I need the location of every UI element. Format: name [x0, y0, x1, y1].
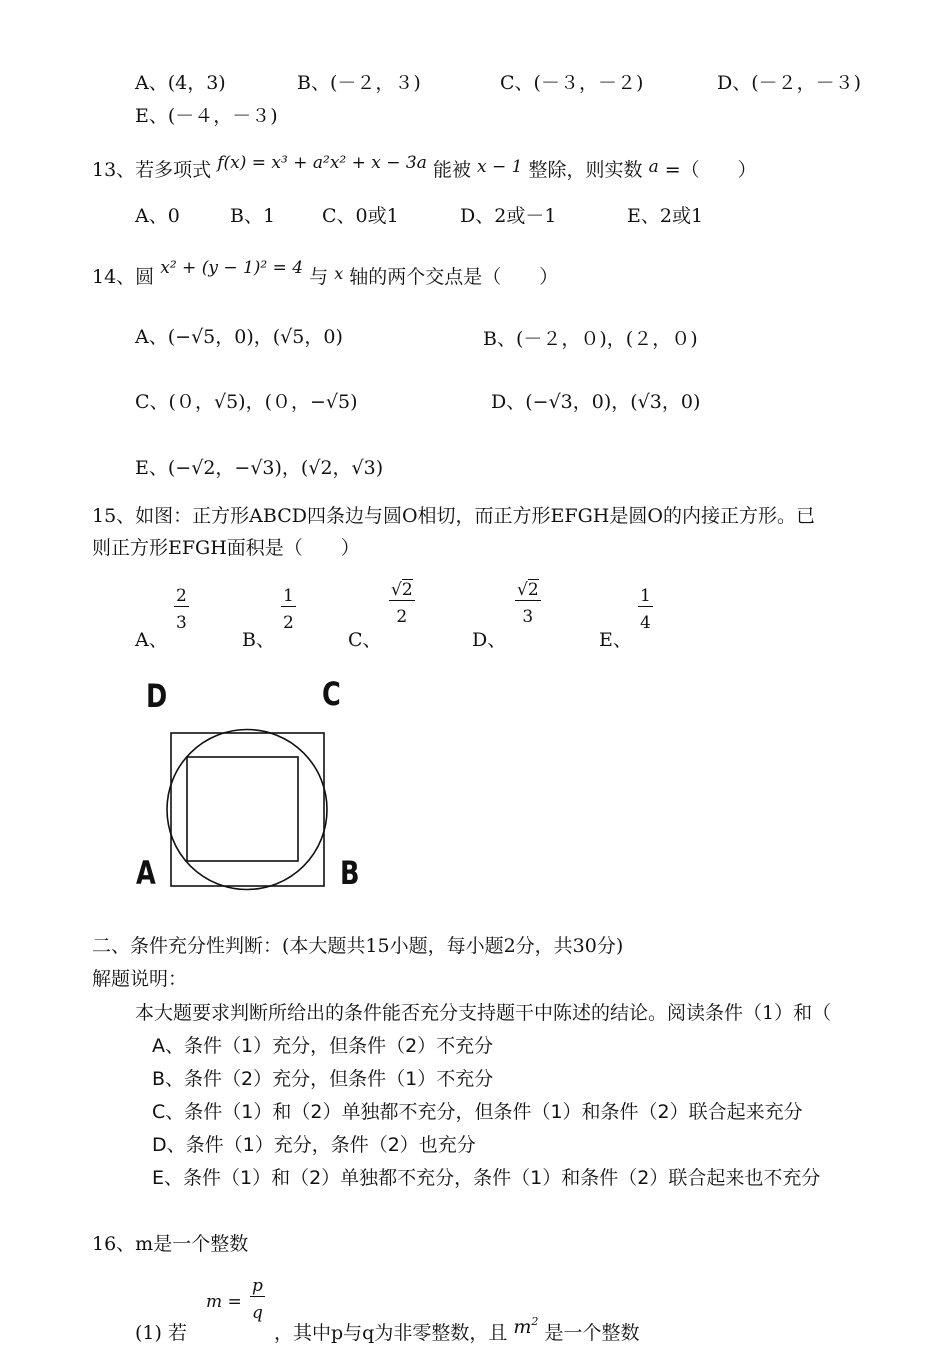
q13-tail: =（ ） [664, 159, 757, 181]
q13-option-c: C、0或1 [322, 205, 399, 227]
condition-option-d: D、条件（1）充分，条件（2）也充分 [152, 1134, 476, 1156]
q14-axis-var: x [334, 264, 344, 283]
q16-stem: 16、m是一个整数 [92, 1233, 249, 1255]
q15-option-a-denominator: 3 [176, 613, 187, 633]
q15-option-c-label: C、 [348, 629, 382, 651]
q14-option-c-text: (０，√5)，(０，−√5) [168, 391, 358, 413]
q13-middle: 能被 [432, 159, 471, 181]
q16-cond1-text [274, 1315, 640, 1345]
q15-line-2: 则正方形EFGH面积是（ ） [92, 537, 360, 559]
q14-option-a-text: (−√5，0)，(√5，0) [167, 326, 343, 348]
q12-option-e: E、(－４，－３) [135, 105, 278, 127]
q13-prefix: 13、若多项式 [92, 159, 212, 181]
q15-option-d-numerator: √2 [517, 580, 539, 600]
q14-option-d [491, 387, 700, 414]
q15-option-a-numerator: 2 [176, 586, 187, 606]
q15-option-d-radicand: 2 [527, 580, 539, 600]
q14-option-c-label: C、 [135, 391, 169, 413]
q13-polynomial: f(x) = x³ + a²x² + x − 3a [217, 153, 427, 173]
q16-cond1-exponent: 2 [531, 1315, 539, 1328]
q15-option-e-label: E、 [599, 629, 632, 651]
q14-option-a [135, 322, 343, 349]
square-efgh [187, 757, 298, 861]
q15-option-d-denominator: 3 [522, 607, 534, 627]
section2-heading: 二、条件充分性判断：(本大题共15小题，每小题2分，共30分) [92, 935, 624, 957]
q15-option-c-fraction [389, 580, 415, 627]
q14-option-a-label: A、 [135, 326, 168, 348]
q15-option-e-denominator: 4 [640, 613, 651, 633]
section2-note: 本大题要求判断所给出的条件能否充分支持题干中陈述的结论。阅读条件（1）和（ [135, 1002, 832, 1024]
q15-option-a-label: A、 [135, 629, 168, 651]
q14-stem [92, 258, 559, 289]
q14-option-d-text: (−√3，0)，(√3，0) [525, 391, 701, 413]
q16-cond1-numerator: p [252, 1276, 263, 1296]
q16-cond1-denominator: q [252, 1303, 263, 1323]
q14-option-e-text: (−√2，−√3)，(√2，√3) [167, 457, 384, 479]
q12-option-d: D、(－２，－３) [717, 72, 862, 94]
q13-divisor: x − 1 [477, 157, 523, 177]
q15-option-c-denominator: 2 [396, 607, 408, 627]
condition-option-b: B、条件（2）充分，但条件（1）不充分 [152, 1068, 494, 1090]
q15-option-b-numerator: 1 [283, 586, 294, 606]
q15-option-e-fraction [638, 586, 653, 633]
q14-prefix: 14、圆 [92, 266, 155, 288]
q15-option-e-numerator: 1 [640, 586, 651, 606]
figure-label-a: A [136, 854, 156, 892]
q13-option-e: E、2或1 [627, 205, 704, 227]
q15-option-b-denominator: 2 [283, 613, 294, 633]
q14-option-c [135, 387, 358, 414]
q15-option-b-label: B、 [242, 629, 275, 651]
q15-line-1: 15、如图：正方形ABCD四条边与圆O相切，而正方形EFGH是圆O的内接正方形。已 [92, 505, 815, 527]
condition-option-a: A、条件（1）充分，但条件（2）不充分 [152, 1035, 494, 1057]
q15-option-c-radicand: 2 [401, 580, 413, 600]
q16-cond1-fraction [250, 1276, 265, 1323]
q15-figure [160, 725, 335, 895]
q15-option-a-fraction [174, 586, 189, 633]
q14-option-e-label: E、 [135, 457, 168, 479]
square-abcd [171, 733, 324, 886]
q12-option-b: B、(－２，３) [297, 72, 421, 94]
q15-option-d-label: D、 [472, 629, 507, 651]
q14-option-e [135, 453, 383, 480]
q15-option-d-fraction [515, 580, 541, 627]
q15-option-c-numerator: √2 [391, 580, 413, 600]
q13-stem [92, 155, 757, 182]
q13-suffix: 整除，则实数 [528, 159, 643, 181]
q14-middle: 与 [309, 266, 329, 288]
q14-option-d-label: D、 [491, 391, 526, 413]
figure-label-d: D [146, 677, 168, 715]
q14-suffix: 轴的两个交点是（ ） [349, 266, 559, 288]
q13-option-d: D、2或－1 [460, 205, 557, 227]
condition-option-c: C、条件（1）和（2）单独都不充分，但条件（1）和条件（2）联合起来充分 [152, 1101, 803, 1123]
q14-option-b: B、(－２，０)，(２，０) [483, 328, 698, 350]
figure-label-b: B [340, 854, 360, 892]
q16-cond1-var [513, 1316, 538, 1338]
q16-cond1-var-letter: m [513, 1316, 532, 1338]
q14-equation: x² + (y − 1)² = 4 [160, 258, 304, 278]
q15-option-b-fraction [281, 586, 296, 633]
q12-option-a: A、(4，3) [135, 72, 226, 94]
q16-cond1-tail: 是一个整数 [544, 1322, 640, 1344]
q13-option-b: B、1 [230, 205, 276, 227]
q13-var: a [648, 157, 659, 177]
q16-cond1-label: (1) 若 [135, 1322, 187, 1344]
q16-cond1-body: ，其中p与q为非零整数，且 [274, 1322, 508, 1344]
q16-cond1-lhs: m = [206, 1292, 242, 1312]
figure-label-c: C [322, 675, 341, 713]
q13-option-a: A、0 [135, 205, 180, 227]
condition-option-e: E、条件（1）和（2）单独都不充分，条件（1）和条件（2）联合起来也不充分 [152, 1167, 821, 1189]
section2-note-label: 解题说明： [92, 968, 188, 990]
circle-o [167, 730, 327, 890]
q12-option-c: C、(－３，－２) [500, 72, 644, 94]
